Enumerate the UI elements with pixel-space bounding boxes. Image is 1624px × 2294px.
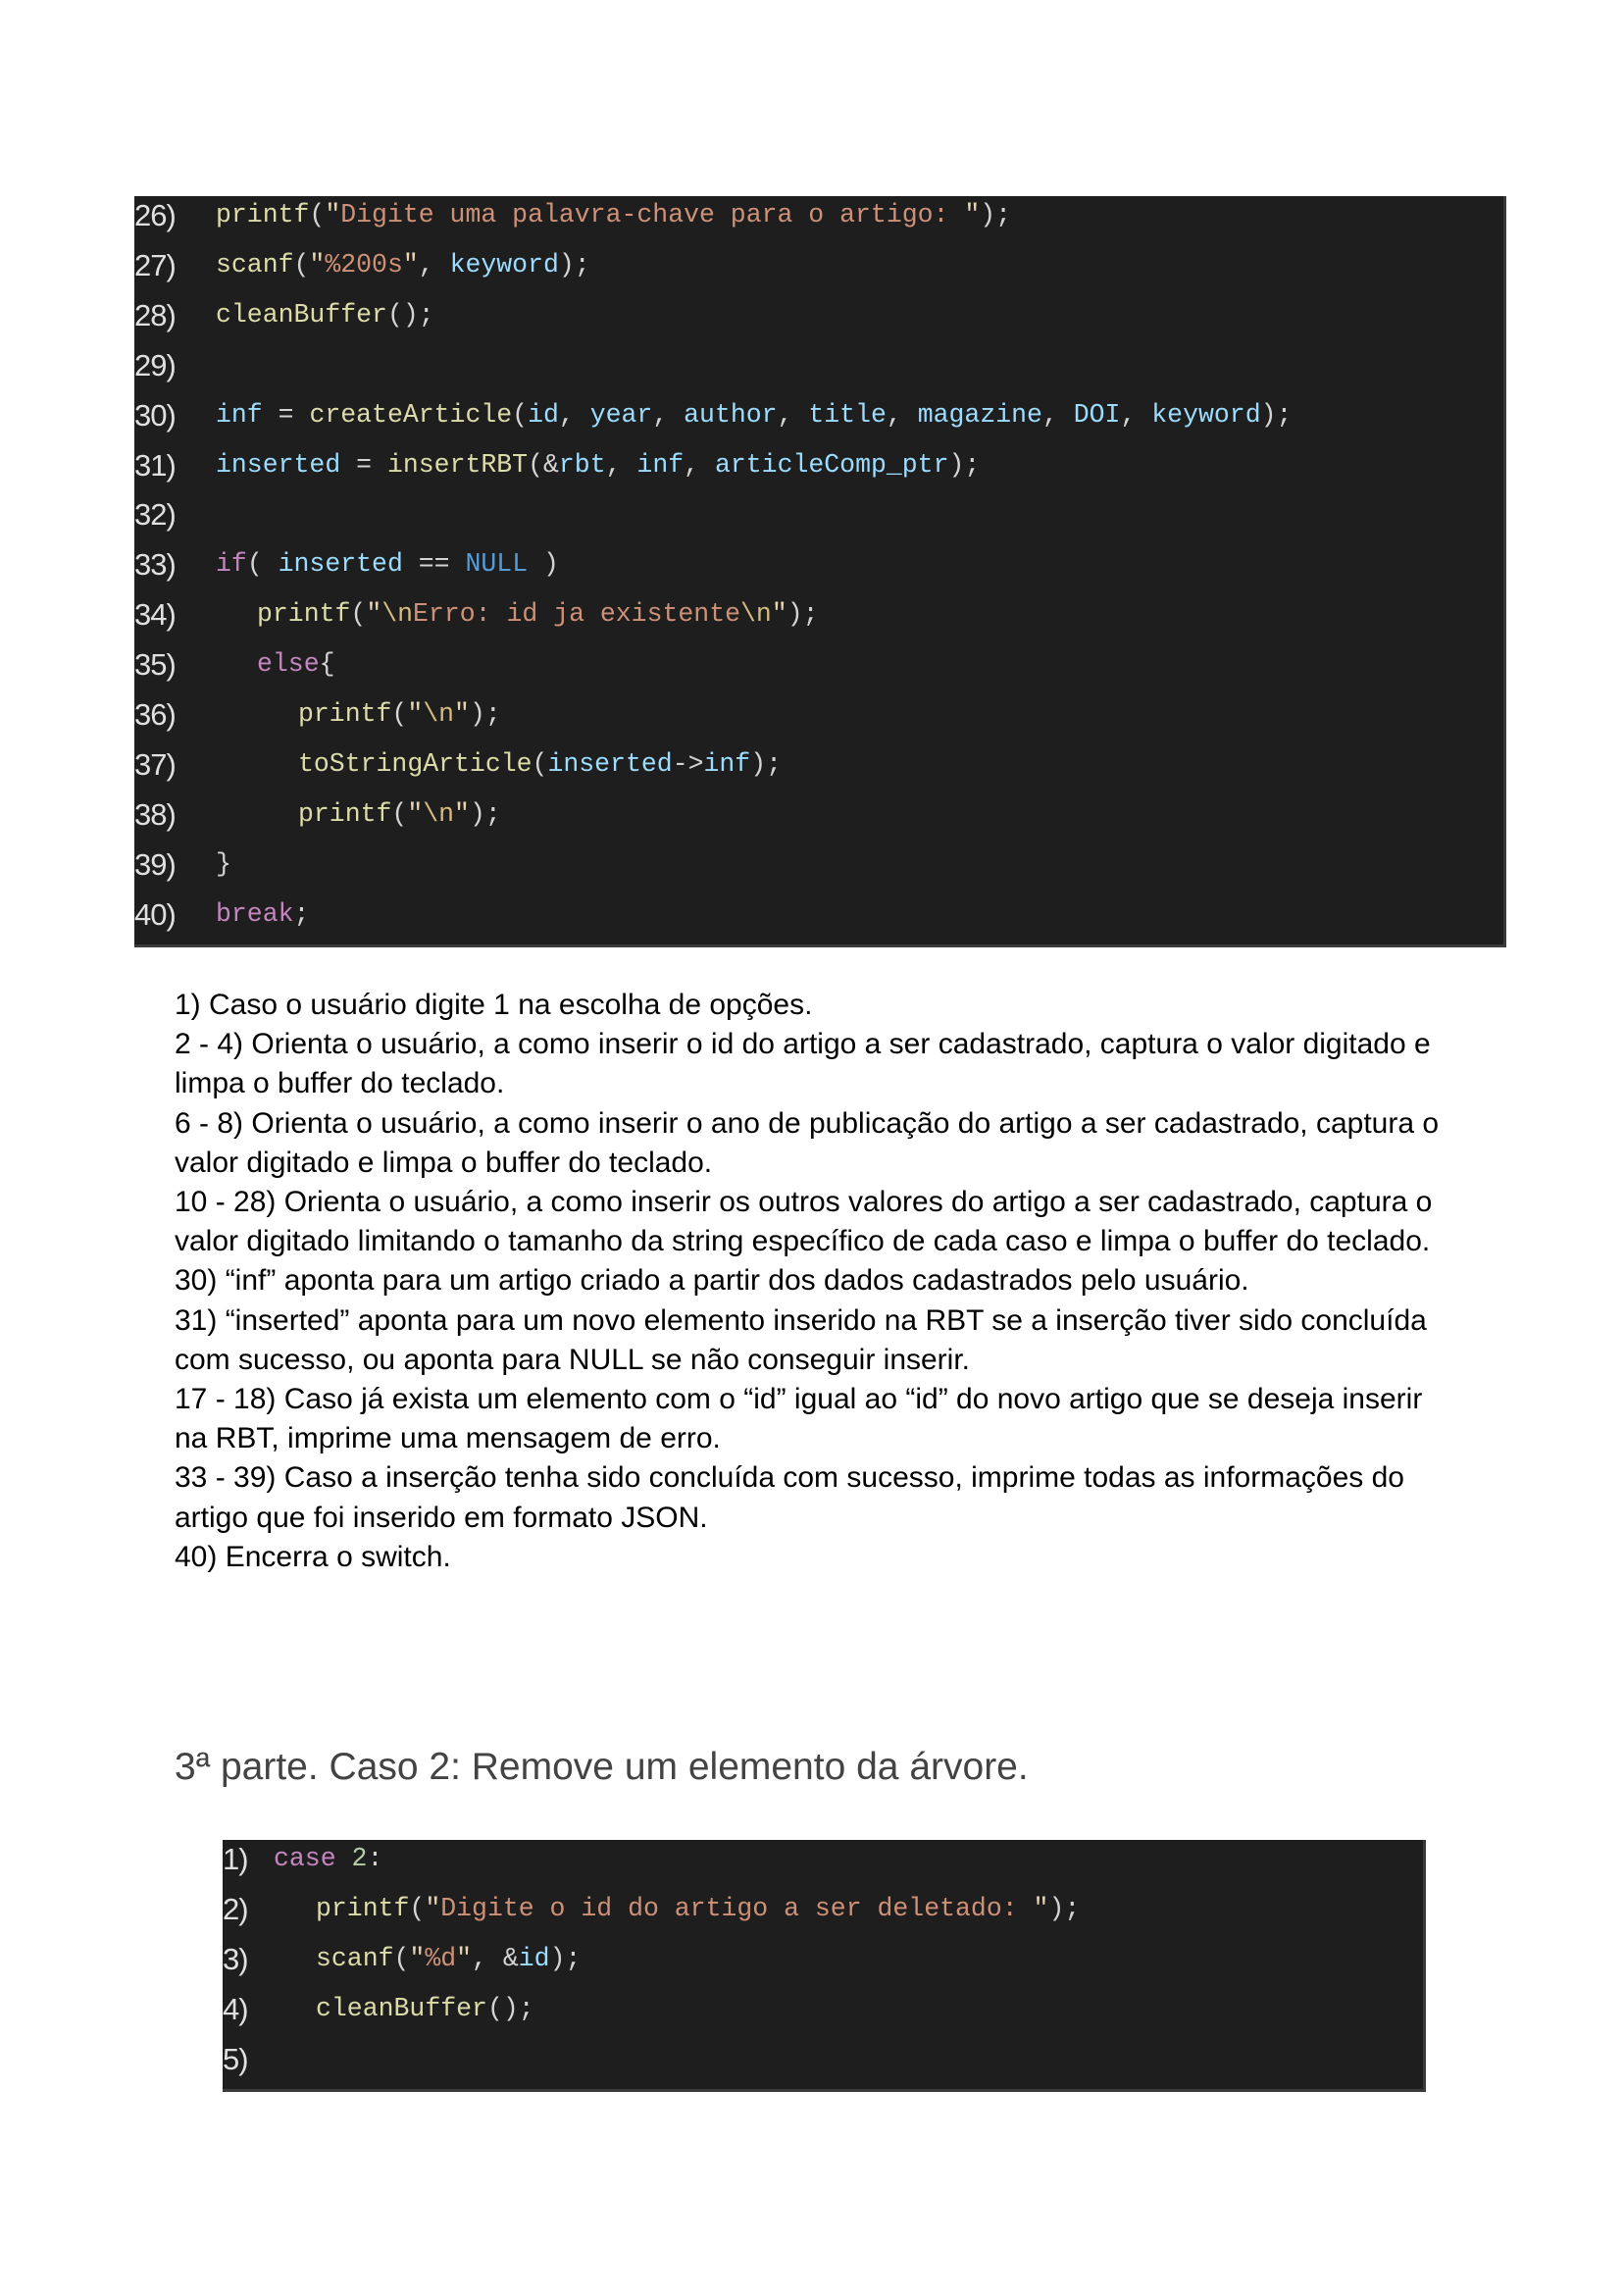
explanation-item: 17 - 18) Caso já exista um elemento com o “id” igual ao “id” do novo artigo que se deseja inserir na RBT, imprime uma mensagem de erro. xyxy=(175,1383,1423,1455)
code-line xyxy=(223,1884,1423,1934)
explanation-item: 30) “inf” aponta para um artigo criado a partir dos dados cadastrados pelo usuário. xyxy=(175,1264,1249,1298)
code-text: cleanBuffer(); xyxy=(216,299,434,330)
code-line xyxy=(134,539,1503,589)
code-text: else{ xyxy=(257,649,335,680)
explanation-item: 6 - 8) Orienta o usuário, a como inserir o ano de publicação do artigo a ser cadastrado, captura o valor digitado e limpa o buffer do teclado. xyxy=(175,1106,1440,1179)
explanation-item: 2 - 4) Orienta o usuário, a como inserir o id do artigo a ser cadastrado, captura o valor digitado e limpa o buffer do teclado. xyxy=(175,1028,1431,1100)
code-text: cleanBuffer(); xyxy=(316,1993,534,2023)
code-text: printf("\nErro: id ja existente\n"); xyxy=(257,599,819,630)
code-line xyxy=(134,589,1503,639)
code-line xyxy=(223,1834,1423,1884)
code-line xyxy=(134,290,1503,340)
line-number: 4) xyxy=(223,1991,248,2026)
line-number: 35) xyxy=(134,647,176,683)
code-line xyxy=(223,1934,1423,1984)
code-line xyxy=(134,890,1503,940)
line-number: 40) xyxy=(134,896,176,932)
code-block-case-1-continued xyxy=(134,196,1506,947)
code-text: if( inserted == NULL ) xyxy=(216,549,559,580)
code-text: } xyxy=(216,848,231,879)
code-text: inf = createArticle(id, year, author, title, magazine, DOI, keyword); xyxy=(216,399,1293,430)
code-text: scanf("%d", &id); xyxy=(316,1943,582,1973)
line-number: 30) xyxy=(134,397,176,433)
line-number: 5) xyxy=(223,2041,248,2076)
line-number: 1) xyxy=(223,1842,248,1876)
code-explanation xyxy=(175,986,1449,1577)
code-line xyxy=(134,790,1503,840)
explanation-item: 10 - 28) Orienta o usuário, a como inserir os outros valores do artigo a ser cadastrado, captura o valor digitado limitando o tamanho da string específico de cada caso e limpa o buffer do teclado. xyxy=(175,1186,1433,1258)
code-text: scanf("%200s", keyword); xyxy=(216,249,590,280)
code-line xyxy=(134,190,1503,240)
code-text: break; xyxy=(216,898,310,929)
line-number: 38) xyxy=(134,796,176,832)
code-text: printf("Digite uma palavra-chave para o artigo: "); xyxy=(216,200,1012,229)
line-number: 29) xyxy=(134,347,176,382)
code-block-case-2 xyxy=(223,1840,1426,2092)
line-number: 27) xyxy=(134,247,176,282)
code-text: printf("Digite o id do artigo a ser deletado: "); xyxy=(316,1893,1081,1923)
line-number: 37) xyxy=(134,746,176,782)
code-line xyxy=(134,440,1503,490)
line-number: 39) xyxy=(134,846,176,882)
explanation-item: 31) “inserted” aponta para um novo elemento inserido na RBT se a inserção tiver sido concluída com sucesso, ou aponta para NULL se não conseguir inserir. xyxy=(175,1303,1427,1376)
code-line xyxy=(134,840,1503,890)
code-line xyxy=(134,489,1503,539)
code-text: printf("\n"); xyxy=(298,699,501,729)
code-line xyxy=(134,340,1503,390)
code-text: inserted = insertRBT(&rbt, inf, articleComp_ptr); xyxy=(216,449,981,480)
line-number: 34) xyxy=(134,597,176,633)
line-number: 26) xyxy=(134,198,176,232)
explanation-item: 33 - 39) Caso a inserção tenha sido concluída com sucesso, imprime todas as informações do artigo que foi inserido em formato JSON. xyxy=(175,1461,1404,1534)
code-text: printf("\n"); xyxy=(298,798,501,829)
code-line xyxy=(134,390,1503,440)
code-line xyxy=(134,639,1503,689)
line-number: 32) xyxy=(134,497,176,533)
explanation-item: 1) Caso o usuário digite 1 na escolha de opções. xyxy=(175,989,813,1021)
line-number: 31) xyxy=(134,447,176,483)
line-number: 36) xyxy=(134,697,176,732)
section-heading: 3ª parte. Caso 2: Remove um elemento da árvore. xyxy=(175,1746,1029,1788)
code-line xyxy=(134,689,1503,739)
code-text: case 2: xyxy=(274,1844,383,1873)
line-number: 3) xyxy=(223,1941,248,1976)
line-number: 28) xyxy=(134,297,176,332)
code-line xyxy=(223,1984,1423,2034)
line-number: 33) xyxy=(134,547,176,583)
line-number: 2) xyxy=(223,1891,248,1926)
code-line xyxy=(134,240,1503,290)
code-line xyxy=(134,739,1503,790)
code-line xyxy=(223,2034,1423,2084)
code-text: toStringArticle(inserted->inf); xyxy=(298,748,783,779)
explanation-item: 40) Encerra o switch. xyxy=(175,1540,451,1573)
